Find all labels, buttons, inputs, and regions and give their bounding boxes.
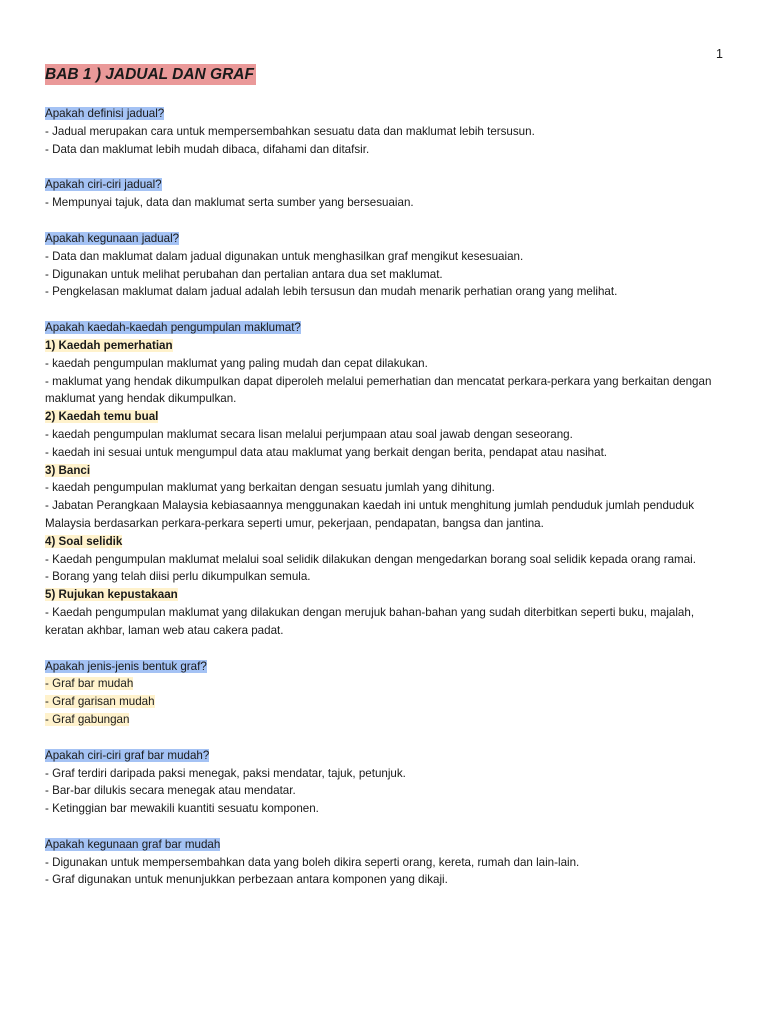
answer-line: - Borang yang telah diisi perlu dikumpulkan semula. bbox=[45, 570, 311, 584]
answer-line: - Ketinggian bar mewakili kuantiti sesuatu komponen. bbox=[45, 802, 319, 816]
method-heading: 2) Kaedah temu bual bbox=[45, 410, 159, 424]
answer-line: - Data dan maklumat dalam jadual digunakan untuk menghasilkan graf mengikut kesesuaian. bbox=[45, 249, 524, 263]
document-body bbox=[45, 64, 735, 907]
question-heading: Apakah ciri-ciri graf bar mudah? bbox=[45, 748, 210, 762]
answer-line: - kaedah pengumpulan maklumat yang paling mudah dan cepat dilakukan. bbox=[45, 356, 428, 370]
section-kegunaan-jadual bbox=[45, 230, 735, 301]
question-heading: Apakah jenis-jenis bentuk graf? bbox=[45, 659, 207, 673]
question-heading: Apakah kaedah-kaedah pengumpulan maklumat? bbox=[45, 321, 301, 335]
answer-line: - maklumat yang hendak dikumpulkan dapat diperoleh melalui pemerhatian dan mencatat perkara-perkara yang berkaitan dengan maklumat yang hendak dikumpulkan. bbox=[45, 374, 715, 406]
question-heading: Apakah kegunaan graf bar mudah bbox=[45, 837, 221, 851]
answer-line: - Digunakan untuk mempersembahkan data yang boleh dikira seperti orang, kereta, rumah dan lain-lain. bbox=[45, 855, 580, 869]
answer-line: - Bar-bar dilukis secara menegak atau mendatar. bbox=[45, 784, 296, 798]
method-heading: 4) Soal selidik bbox=[45, 534, 123, 548]
answer-line: - Pengkelasan maklumat dalam jadual adalah lebih tersusun dan mudah menarik perhatian orang yang melihat. bbox=[45, 285, 618, 299]
answer-line: - Mempunyai tajuk, data dan maklumat serta sumber yang bersesuaian. bbox=[45, 196, 414, 210]
answer-line: - Kaedah pengumpulan maklumat yang dilakukan dengan merujuk bahan-bahan yang sudah diterbitkan seperti buku, majalah, keratan akhbar, laman web atau cakera padat. bbox=[45, 605, 698, 637]
method-heading: 3) Banci bbox=[45, 463, 91, 477]
section-ciri-jadual bbox=[45, 176, 735, 212]
answer-line: - Jabatan Perangkaan Malaysia kebiasaannya menggunakan kaedah ini untuk menghitung jumlah penduduk jumlah penduduk Malaysia berdasarkan perkara-perkara seperti umur, pekerjaan, pendapatan, bangsa dan jantina. bbox=[45, 499, 698, 530]
title-text: BAB 1 ) JADUAL DAN GRAF bbox=[45, 66, 254, 83]
graph-type-item: - Graf garisan mudah bbox=[45, 695, 155, 709]
section-kegunaan-graf-bar bbox=[45, 836, 735, 889]
answer-line: - Kaedah pengumpulan maklumat melalui soal selidik dilakukan dengan mengedarkan borang soal selidik kepada orang ramai. bbox=[45, 552, 696, 566]
answer-line: - Graf digunakan untuk menunjukkan perbezaan antara komponen yang dikaji. bbox=[45, 873, 448, 887]
answer-line: - Digunakan untuk melihat perubahan dan pertalian antara dua set maklumat. bbox=[45, 267, 443, 281]
answer-line: - kaedah pengumpulan maklumat secara lisan melalui perjumpaan atau soal jawab dengan seseorang. bbox=[45, 427, 573, 441]
graph-type-item: - Graf gabungan bbox=[45, 712, 130, 726]
question-heading: Apakah definisi jadual? bbox=[45, 107, 165, 120]
graph-type-item: - Graf bar mudah bbox=[45, 677, 134, 691]
answer-line: - Data dan maklumat lebih mudah dibaca, difahami dan ditafsir. bbox=[45, 142, 370, 156]
section-ciri-graf-bar bbox=[45, 747, 735, 818]
section-kaedah-pengumpulan bbox=[45, 319, 735, 639]
method-heading: 1) Kaedah pemerhatian bbox=[45, 338, 173, 352]
question-heading: Apakah ciri-ciri jadual? bbox=[45, 178, 162, 192]
answer-line: - kaedah ini sesuai untuk mengumpul data atau maklumat yang berkait dengan berita, pendapat atau nasihat. bbox=[45, 445, 608, 459]
section-definisi-jadual bbox=[45, 105, 735, 158]
question-heading: Apakah kegunaan jadual? bbox=[45, 231, 180, 245]
answer-line: - Graf terdiri daripada paksi menegak, paksi mendatar, tajuk, petunjuk. bbox=[45, 766, 406, 780]
method-heading: 5) Rujukan kepustakaan bbox=[45, 588, 178, 602]
answer-line: - kaedah pengumpulan maklumat yang berkaitan dengan sesuatu jumlah yang dihitung. bbox=[45, 481, 495, 495]
document-title bbox=[45, 64, 735, 105]
section-jenis-graf bbox=[45, 658, 735, 729]
page-number: 1 bbox=[716, 47, 723, 61]
answer-line: - Jadual merupakan cara untuk mempersembahkan sesuatu data dan maklumat lebih tersusun. bbox=[45, 124, 535, 138]
